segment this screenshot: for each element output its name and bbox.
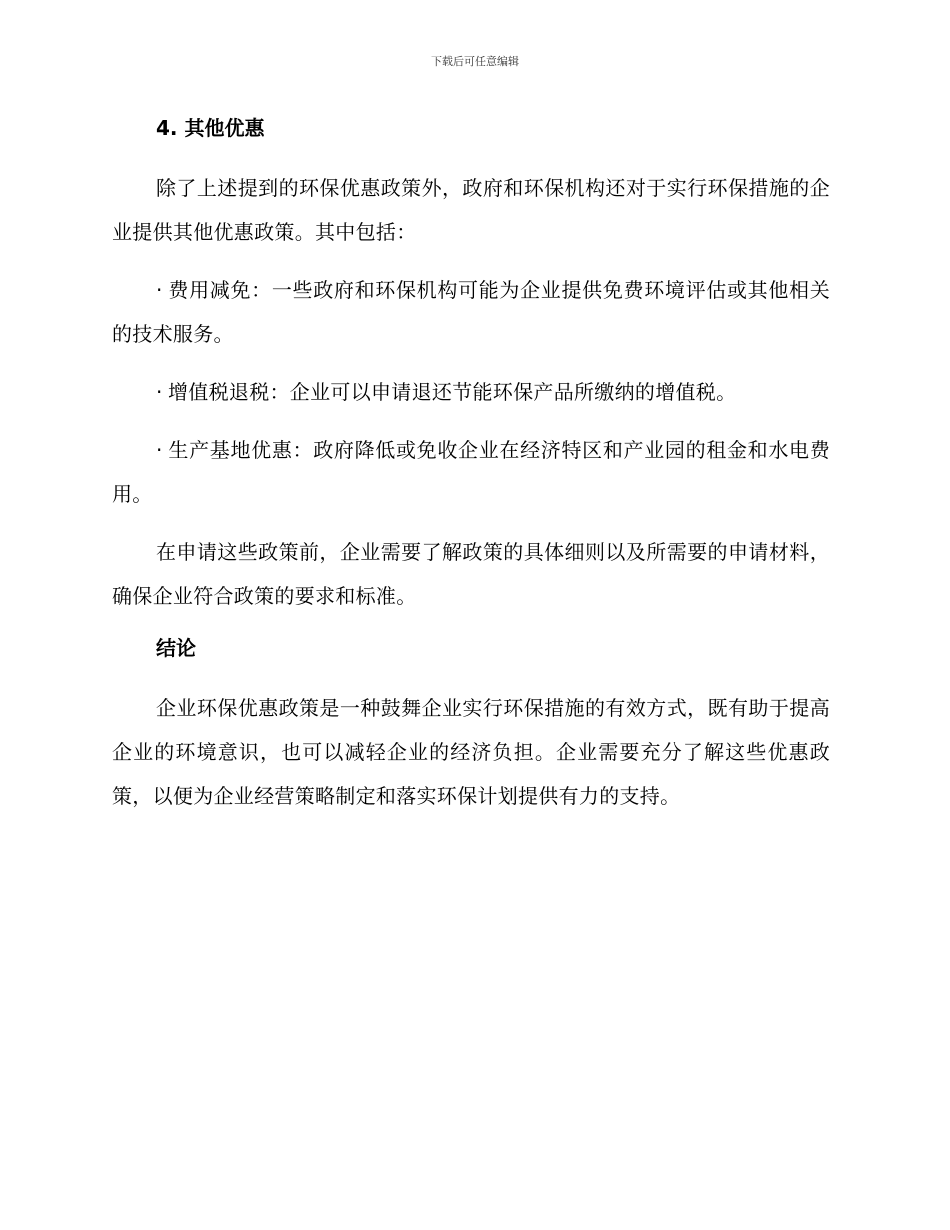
section-heading-other-benefits: 4. 其他优惠 xyxy=(156,116,265,140)
bullet-text: 生产基地优惠：政府降低或免收企业在经济特区和产业园的租金和水电费用。 xyxy=(112,438,830,506)
bullet-marker: · xyxy=(156,438,163,462)
page-header: 下载后可任意编辑 xyxy=(431,55,519,68)
bullet-item-production-base xyxy=(112,428,830,516)
closing-paragraph: 在申请这些政策前，企业需要了解政策的具体细则以及所需要的申请材料，确保企业符合政策的要求和标准。 xyxy=(112,540,830,608)
document-body xyxy=(112,112,830,832)
conclusion-paragraph: 企业环保优惠政策是一种鼓舞企业实行环保措施的有效方式，既有助于提高企业的环境意识，也可以减轻企业的经济负担。企业需要充分了解这些优惠政策，以便为企业经营策略制定和落实环保计划提供有力的支持。 xyxy=(112,696,830,808)
intro-paragraph: 除了上述提到的环保优惠政策外，政府和环保机构还对于实行环保措施的企业提供其他优惠政策。其中包括： xyxy=(112,176,830,244)
bullet-item-fee-reduction xyxy=(112,268,830,356)
bullet-item-vat-refund xyxy=(112,370,830,414)
conclusion-heading: 结论 xyxy=(156,636,196,660)
bullet-text: 增值税退税：企业可以申请退还节能环保产品所缴纳的增值税。 xyxy=(168,380,737,404)
bullet-text: 费用减免：一些政府和环保机构可能为企业提供免费环境评估或其他相关的技术服务。 xyxy=(112,278,830,346)
bullet-marker: · xyxy=(156,380,163,404)
bullet-marker: · xyxy=(156,278,163,302)
